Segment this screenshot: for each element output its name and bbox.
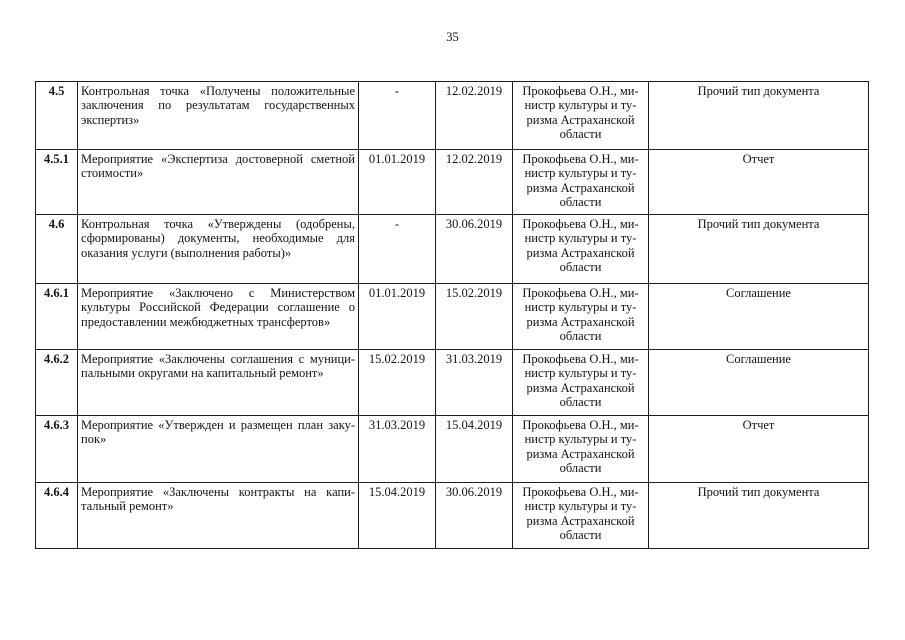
item-number: 4.6	[36, 215, 78, 284]
end-date: 31.03.2019	[436, 350, 513, 416]
description-cell	[78, 284, 359, 350]
end-date: 15.02.2019	[436, 284, 513, 350]
description-line: Мероприятие «Заключены контракты на капи-	[81, 485, 355, 499]
description-line: Мероприятие «Утвержден и размещен план заку-	[81, 418, 355, 432]
description-line: стоимости»	[81, 166, 144, 181]
responsible-line: ризма Астраханской	[526, 245, 635, 260]
document-type: Прочий тип документа	[649, 82, 869, 150]
description-line: Мероприятие «Заключены соглашения с муници-	[81, 352, 355, 366]
description-line: пальными округами на капитальный ремонт»	[81, 366, 324, 381]
item-number: 4.6.3	[36, 416, 78, 483]
description-line: предоставлении межбюджетных трансфертов»	[81, 314, 331, 329]
start-date: 15.02.2019	[359, 350, 436, 416]
description-cell	[78, 416, 359, 483]
document-type: Отчет	[649, 150, 869, 215]
responsible-line: нистр культуры и ту-	[524, 231, 637, 246]
responsible-line: области	[559, 126, 602, 141]
document-type: Соглашение	[649, 284, 869, 350]
table-row	[36, 350, 869, 416]
document-type: Соглашение	[649, 350, 869, 416]
start-date: -	[359, 215, 436, 284]
start-date: 01.01.2019	[359, 284, 436, 350]
end-date: 15.04.2019	[436, 416, 513, 483]
item-number: 4.6.1	[36, 284, 78, 350]
description-line: заключения по результатам государственных	[81, 98, 355, 113]
responsible-line: Прокофьева О.Н., ми-	[522, 286, 639, 300]
start-date: 15.04.2019	[359, 483, 436, 549]
description-cell	[78, 350, 359, 416]
description-line: Контрольная точка «Утверждены (одобрены,	[81, 217, 355, 231]
table-row	[36, 215, 869, 284]
start-date: 01.01.2019	[359, 150, 436, 215]
start-date: 31.03.2019	[359, 416, 436, 483]
description-line: пок»	[81, 432, 107, 447]
document-type: Отчет	[649, 416, 869, 483]
description-line: оказания услуги (выполнения работы)»	[81, 245, 292, 260]
responsible-line: области	[559, 527, 602, 542]
responsible-line: области	[559, 328, 602, 343]
responsible-line: ризма Астраханской	[526, 513, 635, 528]
end-date: 12.02.2019	[436, 82, 513, 150]
table-row	[36, 483, 869, 549]
responsible-line: Прокофьева О.Н., ми-	[522, 418, 639, 432]
responsible-line: нистр культуры и ту-	[524, 432, 637, 447]
page-number: 35	[446, 30, 459, 44]
description-line: сформированы) документы, необходимые для	[81, 231, 355, 246]
description-line: тальный ремонт»	[81, 499, 174, 514]
description-line: культуры Российской Федерации соглашение о	[81, 300, 355, 315]
responsible-line: нистр культуры и ту-	[524, 300, 637, 315]
responsible-cell	[513, 350, 649, 416]
item-number: 4.5.1	[36, 150, 78, 215]
responsible-cell	[513, 215, 649, 284]
description-cell	[78, 483, 359, 549]
responsible-line: ризма Астраханской	[526, 112, 635, 127]
responsible-cell	[513, 150, 649, 215]
table-row	[36, 284, 869, 350]
description-line: Мероприятие «Экспертиза достоверной сметной	[81, 152, 355, 166]
responsible-line: нистр культуры и ту-	[524, 166, 637, 181]
responsible-line: Прокофьева О.Н., ми-	[522, 217, 639, 231]
responsible-line: Прокофьева О.Н., ми-	[522, 352, 639, 366]
table-body	[36, 82, 869, 549]
document-type: Прочий тип документа	[649, 483, 869, 549]
responsible-cell	[513, 416, 649, 483]
responsible-line: Прокофьева О.Н., ми-	[522, 84, 639, 98]
description-line: Мероприятие «Заключено с Министерством	[81, 286, 355, 300]
responsible-line: нистр культуры и ту-	[524, 98, 637, 113]
table-row	[36, 82, 869, 150]
responsible-cell	[513, 284, 649, 350]
plan-table	[35, 81, 869, 549]
description-line: экспертиз»	[81, 112, 140, 127]
responsible-line: нистр культуры и ту-	[524, 499, 637, 514]
responsible-cell	[513, 82, 649, 150]
end-date: 12.02.2019	[436, 150, 513, 215]
responsible-cell	[513, 483, 649, 549]
responsible-line: ризма Астраханской	[526, 314, 635, 329]
responsible-line: области	[559, 194, 602, 209]
responsible-line: Прокофьева О.Н., ми-	[522, 152, 639, 166]
table-row	[36, 416, 869, 483]
end-date: 30.06.2019	[436, 483, 513, 549]
description-cell	[78, 215, 359, 284]
responsible-line: ризма Астраханской	[526, 180, 635, 195]
item-number: 4.6.4	[36, 483, 78, 549]
document-type: Прочий тип документа	[649, 215, 869, 284]
description-cell	[78, 150, 359, 215]
start-date: -	[359, 82, 436, 150]
responsible-line: ризма Астраханской	[526, 446, 635, 461]
responsible-line: нистр культуры и ту-	[524, 366, 637, 381]
description-line: Контрольная точка «Получены положительные	[81, 84, 355, 98]
responsible-line: области	[559, 259, 602, 274]
responsible-line: ризма Астраханской	[526, 380, 635, 395]
responsible-line: области	[559, 460, 602, 475]
description-cell	[78, 82, 359, 150]
item-number: 4.6.2	[36, 350, 78, 416]
responsible-line: области	[559, 394, 602, 409]
end-date: 30.06.2019	[436, 215, 513, 284]
table-row	[36, 150, 869, 215]
responsible-line: Прокофьева О.Н., ми-	[522, 485, 639, 499]
item-number: 4.5	[36, 82, 78, 150]
